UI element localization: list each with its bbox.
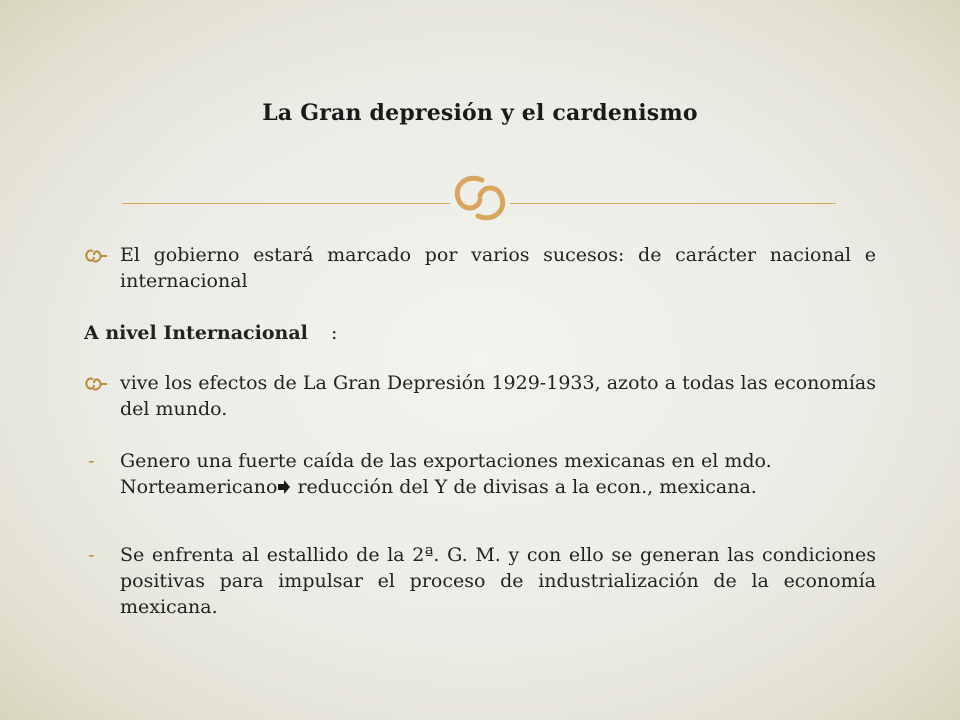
bullet-text-1: El gobierno estará marcado por varios sucesos: de carácter nacional e internacional (120, 244, 876, 292)
section-heading: A nivel Internacional (84, 322, 308, 344)
dash-marker: - (88, 544, 95, 566)
slide-title: La Gran depresión y el cardenismo (262, 100, 698, 126)
right-arrow-icon (277, 479, 291, 495)
divider-right (510, 203, 836, 204)
dash-marker: - (88, 450, 95, 472)
double-ring-bullet-icon (84, 376, 108, 392)
section-heading-colon: : (331, 322, 338, 344)
infinity-scroll-ornament-icon (450, 170, 510, 226)
intl-bullet-text: vive los efectos de La Gran Depresión 1929-1933, azoto a todas las economías del mundo. (120, 372, 876, 420)
dash-item-text-1: Genero una fuerte caída de las exportaciones mexicanas en el mdo. Norteamericano reducción del Y de divisas a la econ., mexicana. (120, 450, 772, 498)
double-ring-bullet-icon (84, 248, 108, 264)
dash-item-text-2: Se enfrenta al estallido de la 2ª. G. M. y con ello se generan las condiciones positivas para impulsar el proceso de industrialización de la economía mexicana. (120, 544, 876, 618)
divider-left (122, 203, 450, 204)
